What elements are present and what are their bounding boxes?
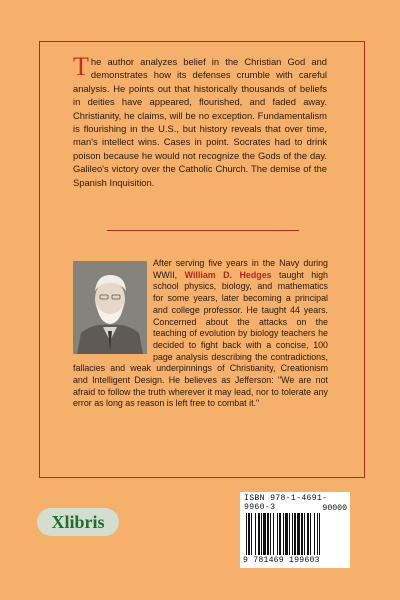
author-name: William D. Hedges (184, 269, 272, 280)
barcode-bar (319, 513, 320, 555)
barcode-bar (279, 513, 281, 555)
barcode-bar (294, 513, 296, 555)
barcode-bar (277, 513, 278, 555)
barcode-bar (258, 513, 260, 555)
blurb-text: he author analyzes belief in the Christian God and demonstrates how its defenses crumble with careful analysis. He points out that historically thousands of beliefs in deities have appeared, flourished, and faded away. Christianity, he claims, will be no exception. Fundamentalism is flourishing in the U.S., but history reveals that over time, man's intellect wins. Cases in point. Socrates had to drink poison because he would not recognize the Gods of the day. Galileo's victory over the Catholic Church. The demise of the Spanish Inquisition. (73, 56, 327, 188)
price-code: 90000 (322, 504, 347, 513)
section-divider (107, 230, 299, 231)
barcode-bar (304, 513, 305, 555)
barcode-bar (310, 513, 311, 555)
barcode-bar (314, 513, 315, 555)
barcode-bars (246, 513, 346, 555)
barcode-bar (317, 513, 318, 555)
author-bio (73, 258, 328, 410)
barcode-bar (255, 513, 256, 555)
barcode-bar (297, 513, 300, 555)
barcode-bar (285, 513, 288, 555)
barcode-bar (307, 513, 309, 555)
publisher-logo (37, 508, 119, 536)
barcode-block (240, 492, 350, 568)
barcode-number: 9 781469 199603 (243, 556, 320, 565)
barcode-bar (267, 513, 269, 555)
barcode-bar (248, 513, 250, 555)
drop-cap: T (73, 52, 89, 81)
barcode-bar (289, 513, 290, 555)
barcode-bar (273, 513, 274, 555)
bio-text: taught high school physics, biology, and mathematics for some years, later becoming a principal and college professor. He taught 44 years. Concerned about the attacks on the teaching of evolution by biology teachers he decided to fight back with a concise, 100 page analysis describing the contradictions, fallacies and weak underpinnings of Christianity, Creationism and Intelligent Design. He believes as Jefferson: "We are not afraid to follow the truth wherever it may lead, nor to tolerate any error as long as reason is left free to combat it." (73, 269, 328, 409)
barcode-bar (261, 513, 262, 555)
barcode-bar (292, 513, 293, 555)
bio-text-intro: After serving five years in the Navy during WWII, (153, 258, 328, 280)
barcode-bar (270, 513, 271, 555)
barcode-bar (301, 513, 303, 555)
publisher-logo-text: Xlibris (51, 511, 105, 532)
back-cover-blurb (73, 52, 327, 189)
barcode-bar (246, 513, 247, 555)
barcode-bar (251, 513, 252, 555)
barcode-bar (283, 513, 284, 555)
isbn-label: ISBN 978-1-4691-9960-3 (244, 494, 328, 512)
barcode-bar (263, 513, 266, 555)
